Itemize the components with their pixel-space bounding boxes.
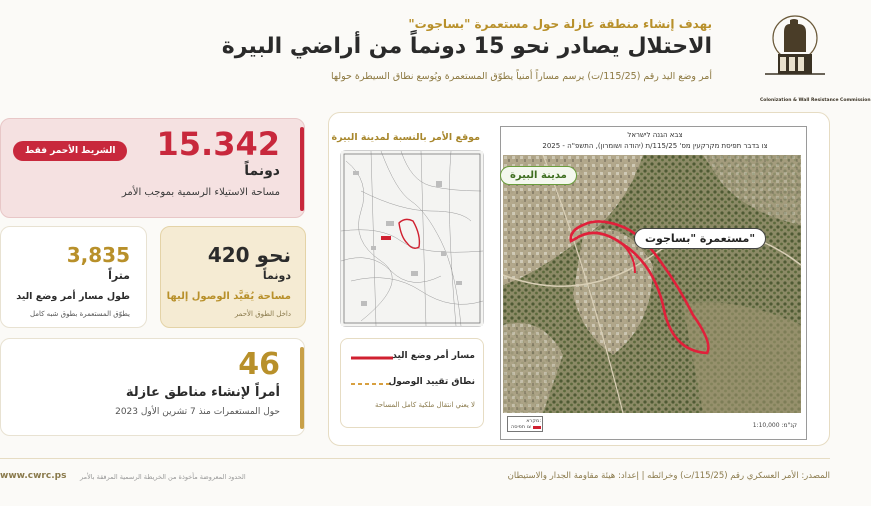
red-strip-badge: الشريط الأحمر فقط	[13, 141, 127, 161]
card-accent-bar	[300, 347, 304, 429]
stat-card-restricted-area	[160, 226, 306, 328]
card-accent-bar	[300, 127, 304, 211]
website-link[interactable]: www.cwrc.ps	[0, 471, 67, 481]
orders-value: 46	[238, 347, 280, 382]
restricted-unit: دونماً	[262, 269, 291, 282]
stat-card-official-area	[0, 118, 305, 218]
stat-card-buffer-orders	[0, 338, 305, 436]
map-doc-footer	[503, 414, 801, 436]
stat-card-path-length	[0, 226, 147, 328]
orders-label: أمراً لإنشاء مناطق عازلة	[125, 385, 280, 400]
orders-note: حول المستعمرات منذ 7 تشرين الأول 2023	[115, 407, 280, 417]
footer-note: الحدود المعروضة مأخوذة من الخريطة الرسمية المرفقة بالأمر	[80, 473, 246, 481]
logo-caption: Colonization & Wall Resistance Commission	[760, 98, 871, 103]
kicker: بهدف إنشاء منطقة عازلة حول مستعمرة "بساجوت"	[408, 17, 712, 31]
commission-logo	[760, 8, 830, 108]
settlement-label-tag: مستعمرة "بساجوت"	[634, 228, 766, 249]
map-doc-header: צבא הגנה לישראל	[627, 131, 683, 139]
footer-source: المصدر: الأمر العسكري رقم (115/25/ت) وخرائطه | إعداد: هيئة مقاومة الجدار والاستيطان	[507, 471, 830, 481]
official-area-label: مساحة الاستيلاء الرسمية بموجب الأمر	[121, 187, 280, 198]
legend-dashed-label: نطاق تقييد الوصول	[388, 377, 475, 387]
legend-note: لا يعني انتقال ملكية كامل المساحة	[374, 401, 475, 409]
location-inset-map	[340, 150, 484, 327]
map-legend-he-title: מקרא:	[526, 418, 541, 424]
restricted-note: داخل الطوق الأحمر	[234, 310, 291, 318]
official-area-value: 15.342	[156, 125, 280, 163]
path-length-unit: متراً	[108, 269, 130, 282]
footer-divider	[0, 458, 830, 459]
legend-red-label: مسار أمر وضع اليد	[392, 351, 475, 361]
restricted-label: مساحة يُقيَّد الوصول إليها	[166, 291, 291, 302]
path-length-value: 3,835	[66, 243, 130, 267]
page-subtitle: أمر وضع اليد رقم (115/25/ت) يرسم مساراً أمنياً يطوّق المستعمرة ويُوسع نطاق السيطرة حولها	[330, 71, 712, 82]
map-legend	[340, 338, 484, 428]
legend-dashed-line-icon	[351, 381, 393, 387]
location-map-title: موقع الأمر بالنسبة لمدينة البيرة	[331, 132, 480, 143]
red-swatch-icon	[533, 426, 541, 429]
path-length-note: يطوّق المستعمرة بطوق شبه كامل	[29, 310, 130, 318]
city-label-tag: مدينة البيرة	[500, 166, 577, 185]
map-legend-he-item: צו תפיסה	[511, 424, 531, 430]
restricted-value: نحو 420	[207, 243, 291, 267]
path-length-label: طول مسار أمر وضع اليد	[16, 291, 130, 302]
page-title: الاحتلال يصادر نحو 15 دونماً من أراضي البيرة	[221, 34, 712, 59]
aerial-image	[503, 155, 801, 413]
official-area-unit: دونماً	[244, 163, 280, 179]
legend-red-line-icon	[351, 355, 393, 361]
map-scale: 1:10,000 :קנ"מ	[752, 422, 797, 429]
map-doc-order-title: צו בדבר תפיסת מקרקעין מס' 115/25/ת (יהודה ושומרון), התשפ"ה - 2025	[542, 142, 768, 150]
